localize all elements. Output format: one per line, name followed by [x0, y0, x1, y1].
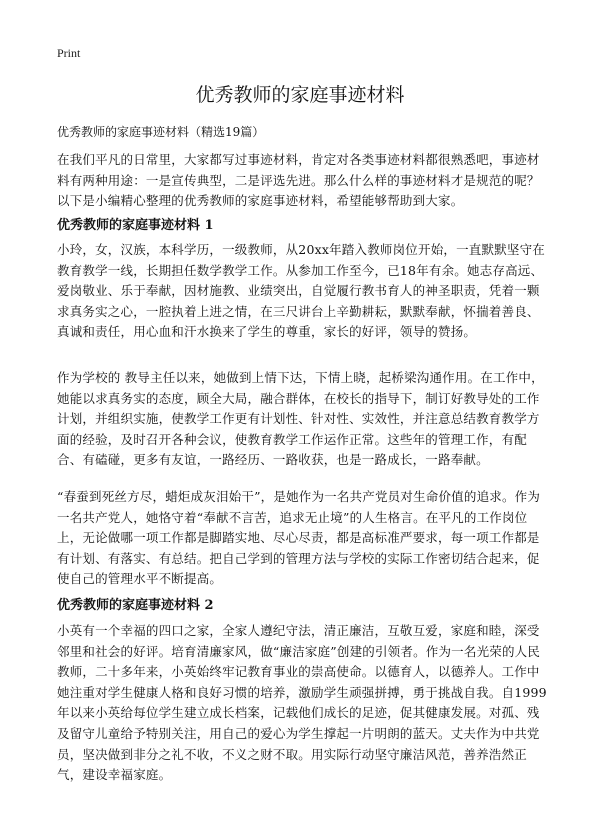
- section-1-paragraph-3: “春蚕到死丝方尽，蜡炬成灰泪始干”，是她作为一名共产党员对生命价值的追求。作为一名共产党人，她恪守着“奉献不言苦，追求无止境”的人生格言。在平凡的工作岗位上，无论做哪一项工作都是脚踏实地、尽心尽责，都是高标准严要求，每一项工作都是有计划、有落实、有总结。把自己学到的管理方法与学校的实际工作密切结合起来，促使自己的管理水平不断提高。: [57, 489, 541, 587]
- section-heading-1: 优秀教师的家庭事迹材料 1: [57, 218, 214, 233]
- intro-paragraph: 在我们平凡的日常里，大家都写过事迹材料，肯定对各类事迹材料都很熟悉吧，事迹材料有两种用途：一是宣传典型，二是评选先进。那么什么样的事迹材料才是规范的呢？以下是小编精心整理的优秀教师的家庭事迹材料，希望能够帮助到大家。: [57, 152, 540, 209]
- page-title: 优秀教师的家庭事迹材料: [195, 84, 405, 106]
- print-link[interactable]: Print: [57, 46, 81, 60]
- section-heading-2: 优秀教师的家庭事迹材料 2: [57, 598, 214, 613]
- section-1-paragraph-1: 小玲，女，汉族，本科学历，一级教师，从20xx年踏入教师岗位开始，一直默默坚守在教育教学一线，长期担任数学教学工作。从参加工作至今，已18年有余。她志存高远、爱岗敬业、乐于奉献，因材施教、业绩突出，自觉履行教书育人的神圣职责，凭着一颗求真务实之心，一腔执着上进之情，在三尺讲台上辛勤耕耘，默默奉献，怀揣着善良、真诚和责任，用心血和汗水换来了学生的尊重，家长的好评，领导的赞扬。: [57, 242, 546, 340]
- subtitle: 优秀教师的家庭事迹材料（精选19篇）: [57, 125, 265, 139]
- section-2-paragraph-1: 小英有一个幸福的四口之家，全家人遵纪守法，清正廉洁，互敬互爱，家庭和睦，深受邻里和社会的好评。培育清廉家风，做“廉洁家庭”创建的引领者。作为一名光荣的人民教师，二十多年来，小英始终牢记教育事业的崇高使命。以德育人，以德养人。工作中她注重对学生健康人格和良好习惯的培养，激励学生顽强拼搏，勇于挑战自我。自1999年以来小英给每位学生建立成长档案，记载他们成长的足迹，促其健康发展。对孤、残及留守儿童给予特别关注，用自己的爱心为学生撑起一片明朗的蓝天。丈夫作为中共党员，坚决做到非分之礼不收，不义之财不取。用实际行动坚守廉洁风范，善养浩然正气，建设幸福家庭。: [57, 623, 547, 783]
- section-1-paragraph-2: 作为学校的 教导主任以来，她做到上情下达，下情上晓，起桥梁沟通作用。在工作中，她能以求真务实的态度，顾全大局，融合群体，在校长的指导下，制订好教导处的工作计划，并组织实施，使教学工作更有计划性、针对性、实效性，并注意总结教育教学方面的经验，及时召开各种会议，使教育教学工作运作正常。这些年的管理工作，有配合、有磕碰，更多有友谊，一路经历、一路收获，也是一路成长，一路奉献。: [57, 370, 544, 468]
